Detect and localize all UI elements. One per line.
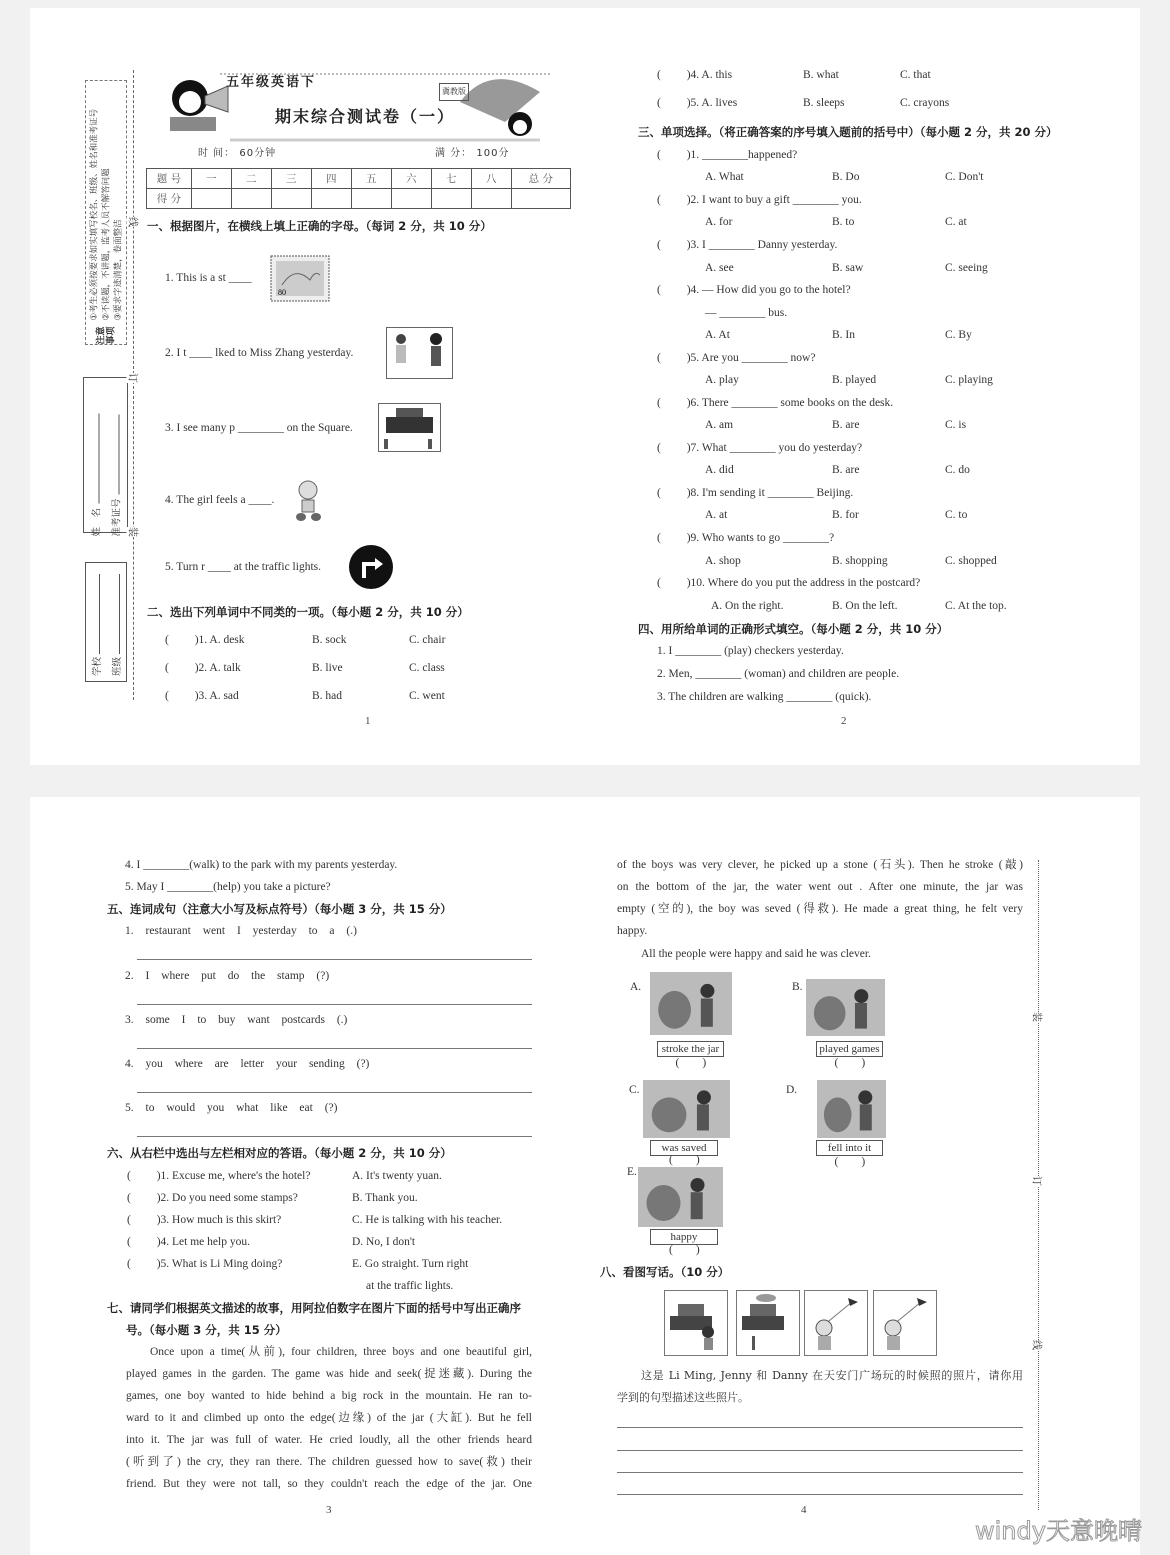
option-c[interactable]: C. Don't: [945, 171, 984, 183]
option-a[interactable]: A. see: [705, 262, 734, 274]
option-c: C. went: [409, 690, 445, 702]
section-7-heading: 七、请同学们根据英文描述的故事，用阿拉伯数字在图片下面的括号中写出正确序: [107, 1301, 521, 1315]
picture-fill-item[interactable]: 2. I t ____ lked to Miss Zhang yesterday.: [165, 347, 354, 359]
story-line: of the boys was very clever, he picked up a stone (石头). Then he stroke (敲): [617, 859, 1023, 871]
order-answer-bracket[interactable]: ( ): [669, 1244, 700, 1256]
match-answer: B. Thank you.: [352, 1192, 418, 1204]
notes-content: [86, 80, 128, 345]
page-number: 3: [326, 1504, 332, 1516]
match-question[interactable]: ( )1. Excuse me, where's the hotel?: [127, 1170, 311, 1182]
cut-mark-bind: 订: [1031, 1176, 1046, 1186]
watermark: windy天意晚晴: [975, 1517, 1142, 1545]
story-line: (听到了) the cry, they ran there. The children guessed how to save(救) their: [126, 1456, 532, 1468]
writing-picture: [664, 1290, 728, 1356]
picture-fill-item[interactable]: 4. The girl feels a ____.: [165, 494, 275, 506]
picture-caption: was saved: [650, 1140, 718, 1156]
order-answer-bracket[interactable]: ( ): [834, 1156, 866, 1168]
option-c: C. class: [409, 662, 445, 674]
option-b[interactable]: B. for: [832, 509, 859, 521]
answer-line[interactable]: [137, 1092, 532, 1093]
exam-number-label: 准考证号: [111, 498, 122, 537]
writing-prompt: 这是 Li Ming, Jenny 和 Danny 在天安门广场玩的时候照的照片，请你用: [641, 1369, 1023, 1382]
score-cell[interactable]: [311, 189, 351, 209]
option-b: B. live: [312, 662, 343, 674]
match-answer-cont: at the traffic lights.: [366, 1280, 454, 1292]
writing-picture: [736, 1290, 800, 1356]
sentence-scramble-item: 2. I where put do the stamp (?): [125, 970, 330, 982]
story-picture: [638, 1167, 723, 1227]
option-a[interactable]: A. am: [705, 419, 734, 431]
answer-line[interactable]: [137, 1004, 532, 1005]
word-form-item[interactable]: 4. I ________(walk) to the park with my parents yesterday.: [125, 859, 398, 871]
writing-line[interactable]: [617, 1427, 1023, 1428]
score-table-header: 三: [271, 169, 311, 189]
option-b[interactable]: B. Do: [832, 171, 860, 183]
score-cell[interactable]: [191, 189, 231, 209]
story-line-end: All the people were happy and said he was clever.: [641, 948, 871, 960]
option-b[interactable]: B. On the left.: [832, 600, 898, 612]
option-c[interactable]: C. at: [945, 216, 967, 228]
multiple-choice-question[interactable]: ( )8. I'm sending it ________ Beijing.: [657, 487, 854, 499]
picture-fill-item[interactable]: 1. This is a st ____: [165, 272, 252, 284]
cut-mark-pack: 装: [1031, 1012, 1046, 1022]
multiple-choice-question[interactable]: ( )5. Are you ________ now?: [657, 352, 816, 364]
option-a[interactable]: A. shop: [705, 555, 741, 567]
writing-line[interactable]: [617, 1494, 1023, 1495]
full-score: 满 分： 100分: [435, 148, 510, 159]
stamp-image: [270, 255, 330, 302]
option-a[interactable]: A. did: [705, 464, 734, 476]
score-cell[interactable]: [271, 189, 311, 209]
match-question[interactable]: ( )3. How much is this skirt?: [127, 1214, 282, 1226]
note-3: ③要求字迹清楚，卷面整洁: [113, 219, 124, 321]
answer-line[interactable]: [137, 1136, 532, 1137]
match-answer: A. It's twenty yuan.: [352, 1170, 442, 1182]
writing-picture: [804, 1290, 868, 1356]
option-a[interactable]: A. On the right.: [711, 600, 784, 612]
option-b[interactable]: B. saw: [832, 262, 864, 274]
story-line: played games in the garden. The game was hide and seek(捉迷藏). During the: [126, 1368, 532, 1380]
score-cell[interactable]: [231, 189, 271, 209]
story-picture: [650, 972, 732, 1035]
word-form-item[interactable]: 1. I ________ (play) checkers yesterday.: [657, 645, 844, 657]
odd-one-out-question[interactable]: ( )3. A. sad: [165, 690, 239, 702]
picture-caption: happy: [650, 1229, 718, 1245]
page-number: 2: [841, 715, 847, 727]
score-cell[interactable]: [471, 189, 511, 209]
story-line: games, one boy wanted to hide behind a big rock in the mountain. He ran to-: [126, 1390, 532, 1402]
story-picture: [643, 1080, 730, 1138]
score-table-header: 八: [471, 169, 511, 189]
option-c: C. crayons: [900, 97, 950, 109]
option-c[interactable]: C. seeing: [945, 262, 988, 274]
tiananmen-image: [378, 403, 441, 452]
score-cell[interactable]: [511, 189, 570, 209]
class-field[interactable]: [119, 574, 120, 654]
name-field[interactable]: [98, 414, 99, 504]
story-line: friend. But they were not tall, so they couldn't reach the edge of the jar. One: [126, 1478, 532, 1490]
writing-line[interactable]: [617, 1450, 1023, 1451]
stamp-value: 80: [278, 288, 286, 297]
score-table-header: 六: [391, 169, 431, 189]
match-answer: C. He is talking with his teacher.: [352, 1214, 503, 1226]
section-6-heading: 六、从右栏中选出与左栏相对应的答语。（每小题 2 分，共 10 分）: [107, 1146, 452, 1160]
story-line: happy.: [617, 925, 648, 937]
option-c[interactable]: C. is: [945, 419, 967, 431]
name-label: 姓 名: [91, 507, 102, 537]
match-question[interactable]: ( )2. Do you need some stamps?: [127, 1192, 298, 1204]
note-2: ②不读题，不讲题，监考人员不解答问题: [101, 168, 112, 321]
word-form-item[interactable]: 3. The children are walking ________ (quick).: [657, 691, 872, 703]
order-answer-bracket[interactable]: ( ): [675, 1057, 707, 1069]
section-2-heading: 二、选出下列单词中不同类的一项。（每小题 2 分，共 10 分）: [147, 605, 469, 619]
option-c[interactable]: C. to: [945, 509, 968, 521]
writing-prompt-cont: 学到的句型描述这些照片。: [617, 1391, 749, 1404]
option-c[interactable]: C. By: [945, 329, 972, 341]
multiple-choice-question[interactable]: ( )7. What ________ you do yesterday?: [657, 442, 863, 454]
option-c[interactable]: C. At the top.: [945, 600, 1007, 612]
story-picture: [817, 1080, 886, 1138]
cut-mark-pack: 装: [127, 527, 142, 537]
exam-number-field[interactable]: [118, 414, 119, 494]
option-c[interactable]: C. shopped: [945, 555, 997, 567]
option-a[interactable]: A. for: [705, 216, 733, 228]
section-4-heading: 四、用所给单词的正确形式填空。（每小题 2 分，共 10 分）: [638, 622, 949, 636]
option-a[interactable]: A. play: [705, 374, 739, 386]
picture-caption: fell into it: [816, 1140, 883, 1156]
section-5-heading: 五、连词成句（注意大小写及标点符号）（每小题 3 分，共 15 分）: [107, 902, 452, 916]
story-line: on the bottom of the jar, the water went out . After one minute, the jar was: [617, 881, 1023, 893]
option-c: C. that: [900, 69, 931, 81]
sentence-scramble-item: 5. to would you what like eat (?): [125, 1102, 338, 1114]
multiple-choice-question[interactable]: ( )10. Where do you put the address in the postcard?: [657, 577, 921, 589]
odd-one-out-question[interactable]: ( )4. A. this: [657, 69, 733, 81]
score-table: [146, 168, 571, 209]
section-3-heading: 三、单项选择。（将正确答案的序号填入题前的括号中）（每小题 2 分，共 20 分）: [638, 125, 1058, 139]
note-1: ①考生必须按要求如实填写校名、班级、姓名和准考证号: [89, 108, 100, 321]
multiple-choice-question[interactable]: ( )9. Who wants to go ________?: [657, 532, 835, 544]
section-8-heading: 八、看图写话。（10 分）: [600, 1265, 730, 1279]
score-table-header: 五: [351, 169, 391, 189]
picture-caption: played games: [816, 1041, 883, 1057]
picture-label: C.: [629, 1084, 640, 1096]
answer-line[interactable]: [137, 1048, 532, 1049]
picture-caption: stroke the jar: [657, 1041, 724, 1057]
picture-label: E.: [627, 1166, 637, 1178]
section-7-heading-cont: 号。（每小题 3 分，共 15 分）: [126, 1323, 287, 1337]
option-b: B. sock: [312, 634, 347, 646]
multiple-choice-question[interactable]: ( )6. There ________ some books on the desk.: [657, 397, 894, 409]
question-answer-line: — ________ bus.: [705, 307, 788, 319]
notes-label: 注意事项: [96, 326, 117, 345]
two-people-image: [386, 327, 453, 379]
score-cell[interactable]: [351, 189, 391, 209]
score-table-header: 一: [191, 169, 231, 189]
score-table-header: 总 分: [511, 169, 570, 189]
exam-title: 期末综合测试卷（一）: [275, 107, 456, 126]
word-form-item[interactable]: 5. May I ________(help) you take a picture?: [125, 881, 331, 893]
odd-one-out-question[interactable]: ( )5. A. lives: [657, 97, 738, 109]
exam-time: 时 间： 60分钟: [198, 148, 277, 159]
score-cell[interactable]: [391, 189, 431, 209]
score-table-header: 七: [431, 169, 471, 189]
cut-mark-line: 线: [127, 217, 142, 227]
name-fields: [83, 389, 128, 545]
picture-label: A.: [630, 981, 642, 993]
option-c: C. chair: [409, 634, 446, 646]
match-question[interactable]: ( )5. What is Li Ming doing?: [127, 1258, 283, 1270]
turn-right-sign-icon: [349, 545, 393, 589]
grade-subject-title: 五年级英语下: [226, 75, 317, 90]
picture-fill-item[interactable]: 3. I see many p ________ on the Square.: [165, 422, 353, 434]
story-line: into it. The jar was full of water. He cried loudly, all the other friends heard: [126, 1434, 532, 1446]
option-b: B. what: [803, 69, 839, 81]
option-b[interactable]: B. In: [832, 329, 855, 341]
class-label: 班级: [112, 656, 123, 676]
option-c[interactable]: C. do: [945, 464, 970, 476]
page-number: 1: [365, 715, 371, 727]
score-table-header: 二: [231, 169, 271, 189]
option-b: B. had: [312, 690, 343, 702]
word-form-item[interactable]: 2. Men, ________ (woman) and children are people.: [657, 668, 900, 680]
writing-line[interactable]: [617, 1472, 1023, 1473]
school-fields: [85, 562, 127, 682]
match-answer: E. Go straight. Turn right: [352, 1258, 469, 1270]
score-row-label: 得 分: [147, 189, 192, 209]
multiple-choice-question[interactable]: ( )2. I want to buy a gift ________ you.: [657, 194, 862, 206]
option-c[interactable]: C. playing: [945, 374, 993, 386]
story-picture: [806, 979, 885, 1036]
multiple-choice-question[interactable]: ( )4. — How did you go to the hotel?: [657, 284, 851, 296]
match-answer: D. No, I don't: [352, 1236, 416, 1248]
answer-line[interactable]: [137, 959, 532, 960]
sentence-scramble-item: 1. restaurant went I yesterday to a (.): [125, 925, 357, 937]
option-b[interactable]: B. played: [832, 374, 877, 386]
cut-line-left: [133, 70, 134, 700]
odd-one-out-question[interactable]: ( )1. A. desk: [165, 634, 245, 646]
school-field[interactable]: [99, 574, 100, 654]
scared-girl-image: [292, 478, 325, 522]
sentence-scramble-item: 3. some I to buy want postcards (.): [125, 1014, 348, 1026]
sentence-scramble-item: 4. you where are letter your sending (?): [125, 1058, 370, 1070]
option-a[interactable]: A. At: [705, 329, 730, 341]
match-question[interactable]: ( )4. Let me help you.: [127, 1236, 250, 1248]
story-line: empty (空的), the boy was seved (得救). He made a great thing, he felt very: [617, 903, 1023, 915]
section-1-heading: 一、根据图片，在横线上填上正确的字母。（每词 2 分，共 10 分）: [147, 219, 492, 233]
story-line: Once upon a time(从前), four children, three boys and one beautiful girl,: [150, 1346, 532, 1358]
option-a[interactable]: A. at: [705, 509, 728, 521]
score-table-header: 题 号: [147, 169, 192, 189]
odd-one-out-question[interactable]: ( )2. A. talk: [165, 662, 241, 674]
cut-mark-bind: 订: [127, 373, 142, 383]
school-label: 学校: [92, 656, 103, 676]
page-number: 4: [801, 1504, 807, 1516]
story-line: ward to it and climbed up onto the edge(边缘) of the jar (大缸). But he fell: [126, 1412, 532, 1424]
picture-label: D.: [786, 1084, 798, 1096]
picture-fill-item[interactable]: 5. Turn r ____ at the traffic lights.: [165, 561, 321, 573]
order-answer-bracket[interactable]: ( ): [669, 1154, 700, 1166]
picture-label: B.: [792, 981, 803, 993]
option-b[interactable]: B. are: [832, 419, 860, 431]
option-b[interactable]: B. shopping: [832, 555, 888, 567]
option-b: B. sleeps: [803, 97, 845, 109]
option-b[interactable]: B. to: [832, 216, 855, 228]
score-cell[interactable]: [431, 189, 471, 209]
option-b[interactable]: B. are: [832, 464, 860, 476]
order-answer-bracket[interactable]: ( ): [834, 1057, 866, 1069]
option-a[interactable]: A. What: [705, 171, 744, 183]
score-table-header: 四: [311, 169, 351, 189]
multiple-choice-question[interactable]: ( )1. ________happened?: [657, 149, 798, 161]
writing-picture: [873, 1290, 937, 1356]
edition-badge: 冀教版: [439, 83, 469, 101]
cut-mark-line: 线: [1031, 1340, 1046, 1350]
multiple-choice-question[interactable]: ( )3. I ________ Danny yesterday.: [657, 239, 838, 251]
